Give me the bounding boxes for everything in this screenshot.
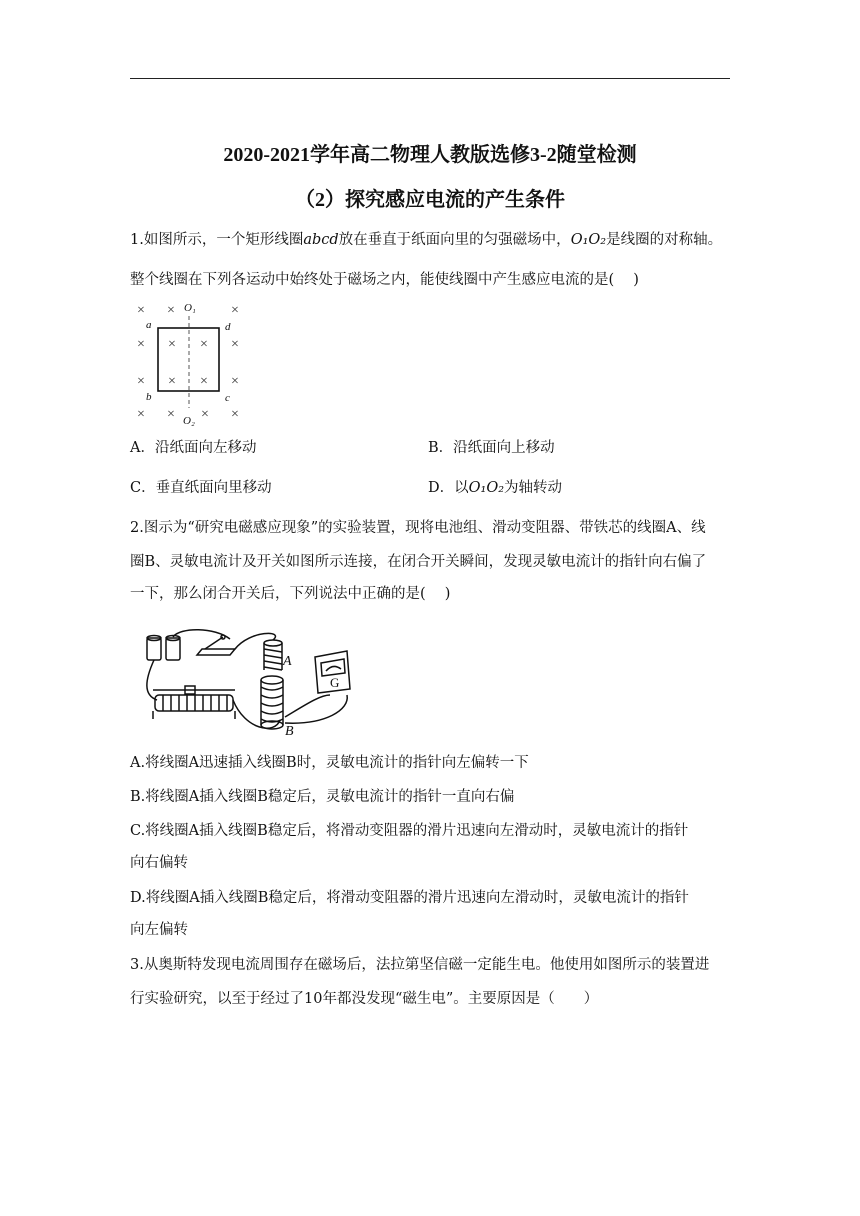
label-o2: O₂ — [183, 415, 195, 427]
field-cross: × — [231, 337, 239, 352]
coil-a — [264, 640, 282, 670]
rheostat — [153, 686, 235, 719]
label-d: d — [225, 321, 231, 333]
q3-stem-line1: 3.从奥斯特发现电流周围存在磁场后，法拉第坚信磁一定能生电。他使用如图所示的装置进 — [130, 957, 710, 973]
field-cross: × — [137, 407, 145, 422]
q1-option-d-text-b: 为轴转动 — [504, 480, 563, 496]
q1-axis-variable: O₁O₂ — [570, 232, 607, 248]
label-coil-b: B — [285, 724, 294, 739]
q2-figure-induction-apparatus — [135, 625, 360, 740]
field-cross: × — [168, 374, 176, 389]
label-c: c — [225, 392, 230, 404]
wire — [147, 660, 157, 700]
label-a: a — [146, 319, 152, 331]
q1-stem-line2: 整个线圈在下列各运动中始终处于磁场之内，能使线圈中产生感应电流的是( ) — [130, 272, 639, 288]
q1-option-d-axis: O₁O₂ — [468, 480, 505, 496]
field-cross: × — [231, 374, 239, 389]
q1-option-b: B．沿纸面向上移动 — [428, 440, 555, 456]
field-cross: × — [137, 374, 145, 389]
page-title: 2020-2021学年高二物理人教版选修3-2随堂检测 — [223, 144, 637, 166]
field-cross: × — [200, 374, 208, 389]
q2-stem-line3: 一下，那么闭合开关后，下列说法中正确的是( ) — [130, 586, 451, 602]
battery-pack — [147, 636, 180, 661]
field-cross: × — [167, 303, 175, 318]
q1-option-c: C．垂直纸面向里移动 — [130, 480, 272, 496]
q1-coil-variable: abcd — [303, 232, 339, 248]
field-cross: × — [137, 337, 145, 352]
label-o1: O₁ — [184, 302, 196, 314]
q3-stem-line2: 行实验研究，以至于经过了10年都没发现“磁生电”。主要原因是（ ） — [130, 991, 599, 1007]
label-galvanometer: G — [330, 675, 340, 690]
q1-option-d-text-a: D．以 — [428, 480, 469, 496]
q2-option-b: B.将线圈A插入线圈B稳定后，灵敏电流计的指针一直向右偏 — [130, 789, 515, 805]
q1-option-d — [428, 478, 562, 498]
q1-stem-text-b: 放在垂直于纸面向里的匀强磁场中， — [338, 232, 571, 248]
q2-option-d-line2: 向左偏转 — [130, 922, 188, 938]
q2-option-c-line1: C.将线圈A插入线圈B稳定后，将滑动变阻器的滑片迅速向左滑动时，灵敏电流计的指针 — [130, 823, 689, 839]
label-b: b — [146, 391, 152, 403]
wire — [285, 695, 330, 717]
q1-stem-text-a: 1.如图所示，一个矩形线圈 — [130, 232, 304, 248]
q2-option-c-line2: 向右偏转 — [130, 855, 188, 871]
field-cross: × — [137, 303, 145, 318]
field-cross: × — [201, 407, 209, 422]
field-cross: × — [167, 407, 175, 422]
field-cross: × — [231, 407, 239, 422]
page-subtitle: （2）探究感应电流的产生条件 — [295, 189, 565, 211]
wire — [235, 633, 275, 649]
q2-stem-line2: 圈B、灵敏电流计及开关如图所示连接，在闭合开关瞬间，发现灵敏电流计的指针向右偏了 — [130, 554, 707, 570]
q2-stem-line1: 2.图示为“研究电磁感应现象”的实验装置，现将电池组、滑动变阻器、带铁芯的线圈A、线 — [130, 520, 706, 536]
field-cross: × — [168, 337, 176, 352]
q1-stem-line1 — [130, 230, 722, 250]
label-coil-a: A — [283, 654, 292, 669]
header-rule — [130, 78, 730, 79]
q2-option-a: A.将线圈A迅速插入线圈B时，灵敏电流计的指针向左偏转一下 — [130, 755, 529, 771]
q2-option-d-line1: D.将线圈A插入线圈B稳定后，将滑动变阻器的滑片迅速向左滑动时，灵敏电流计的指针 — [130, 890, 689, 906]
q1-option-a: A．沿纸面向左移动 — [130, 440, 257, 456]
coil-b — [261, 676, 283, 729]
q1-stem-text-c: 是线圈的对称轴。 — [606, 232, 723, 248]
field-cross: × — [231, 303, 239, 318]
q1-figure-coil-in-field — [128, 298, 253, 428]
field-cross: × — [200, 337, 208, 352]
